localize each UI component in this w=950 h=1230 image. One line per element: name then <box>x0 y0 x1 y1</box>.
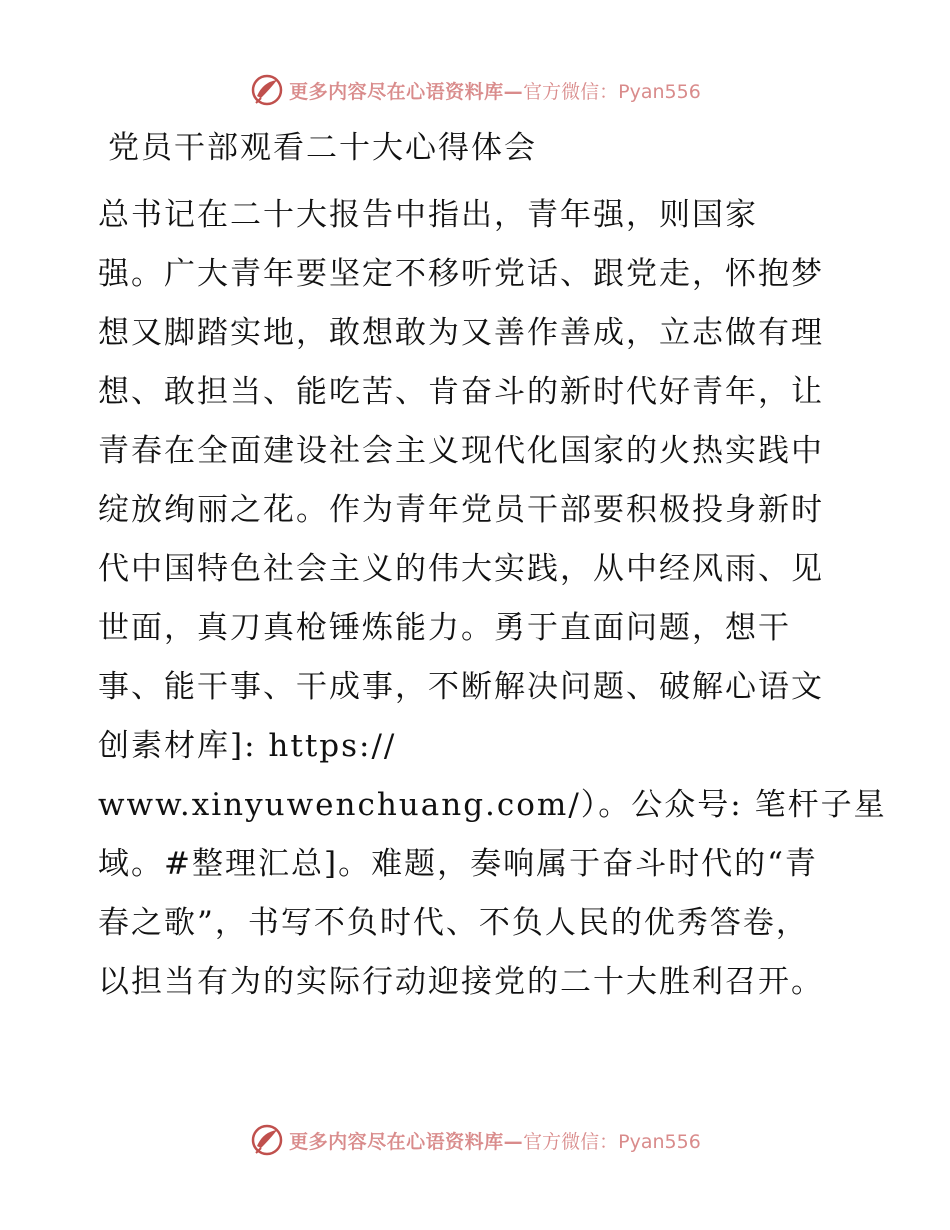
footer-banner <box>0 1120 950 1160</box>
body-line: 总书记在二十大报告中指出，青年强，则国家 <box>98 197 758 233</box>
document-title: 党员干部观看二十大心得体会 <box>108 130 537 166</box>
pen-logo-icon <box>249 1122 285 1158</box>
body-line: 代中国特色社会主义的伟大实践，从中经风雨、见 <box>98 551 824 587</box>
pen-logo-icon <box>249 72 285 108</box>
body-line: 绽放绚丽之花。作为青年党员干部要积极投身新时 <box>98 492 824 528</box>
body-line: 想又脚踏实地，敢想敢为又善作善成，立志做有理 <box>98 315 824 351</box>
body-line: 春之歌”，书写不负时代、不负人民的优秀答卷， <box>98 905 809 941</box>
banner-wechat: 官方微信：Pyan556 <box>523 80 701 103</box>
banner-text: 更多内容尽在心语资料库— <box>289 80 524 103</box>
body-line: www.xinyuwenchuang.com/）。公众号: 笔杆子星 <box>98 787 887 823</box>
body-line: 域。#整理汇总]。难题，奏响属于奋斗时代的“青 <box>98 846 818 882</box>
body-line: 创素材库]: https:// <box>98 728 397 764</box>
banner-wechat: 官方微信：Pyan556 <box>523 1130 701 1153</box>
body-line: 青春在全面建设社会主义现代化国家的火热实践中 <box>98 433 824 469</box>
body-line: 以担当有为的实际行动迎接党的二十大胜利召开。 <box>98 964 824 1000</box>
body-line: 世面，真刀真枪锤炼能力。勇于直面问题，想干 <box>98 610 791 646</box>
header-banner <box>0 70 950 110</box>
body-line: 强。广大青年要坚定不移听党话、跟党走，怀抱梦 <box>98 256 824 292</box>
banner-text: 更多内容尽在心语资料库— <box>289 1130 524 1153</box>
document-body <box>98 186 887 1012</box>
body-line: 想、敢担当、能吃苦、肯奋斗的新时代好青年，让 <box>98 374 824 410</box>
body-line: 事、能干事、干成事，不断解决问题、破解心语文 <box>98 669 824 705</box>
